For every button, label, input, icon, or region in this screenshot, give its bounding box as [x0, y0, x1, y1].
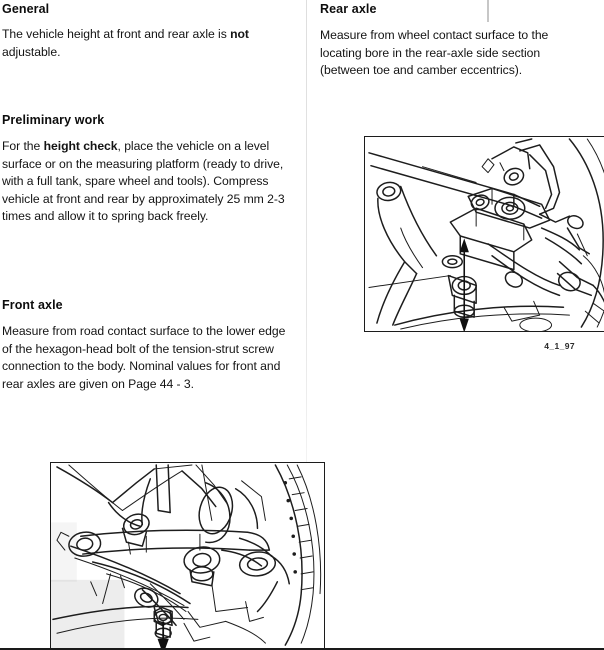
- section-rear-axle: [320, 2, 590, 80]
- general-body: [2, 26, 292, 61]
- general-text-part-1: The vehicle height at front and rear axle is: [2, 27, 231, 41]
- front-axle-illustration: [50, 462, 325, 650]
- rear-axle-illustration: [364, 136, 604, 332]
- general-text-part-2: adjustable.: [2, 44, 61, 59]
- front-axle-body: Measure from road contact surface to the lower edge of the hexagon-head bolt of the tension-strut screw connection to the body. Nominal values for front and rear axles are given on Page 44 - 3.: [2, 324, 286, 391]
- rear-axle-body: Measure from wheel contact surface to the locating bore in the rear-axle side section (between toe and camber eccentrics).: [320, 28, 549, 78]
- general-text-bold: not: [230, 27, 249, 41]
- preliminary-work-heading: Preliminary work: [2, 113, 105, 127]
- section-general: [2, 2, 292, 61]
- section-preliminary-work: [2, 113, 294, 226]
- preliminary-work-body: [2, 138, 294, 226]
- preliminary-text-part-2: , place the vehicle on a level surface or on the measuring platform (ready to drive, with a full tank, spare wheel and tools). Compress vehicle at front and rear by approximately 25 mm 2-3 times and allow it to spring back freely.: [2, 139, 285, 224]
- preliminary-text-part-1: For the: [2, 139, 44, 153]
- preliminary-text-bold: height check: [43, 139, 118, 153]
- front-axle-line-drawing: [51, 463, 324, 650]
- front-axle-heading: Front axle: [2, 298, 63, 312]
- rear-axle-line-drawing: [365, 137, 604, 331]
- section-front-axle: [2, 298, 294, 393]
- rear-figure-caption: 4_1_97: [544, 341, 575, 351]
- rear-axle-heading: Rear axle: [320, 2, 377, 16]
- general-heading: General: [2, 2, 50, 16]
